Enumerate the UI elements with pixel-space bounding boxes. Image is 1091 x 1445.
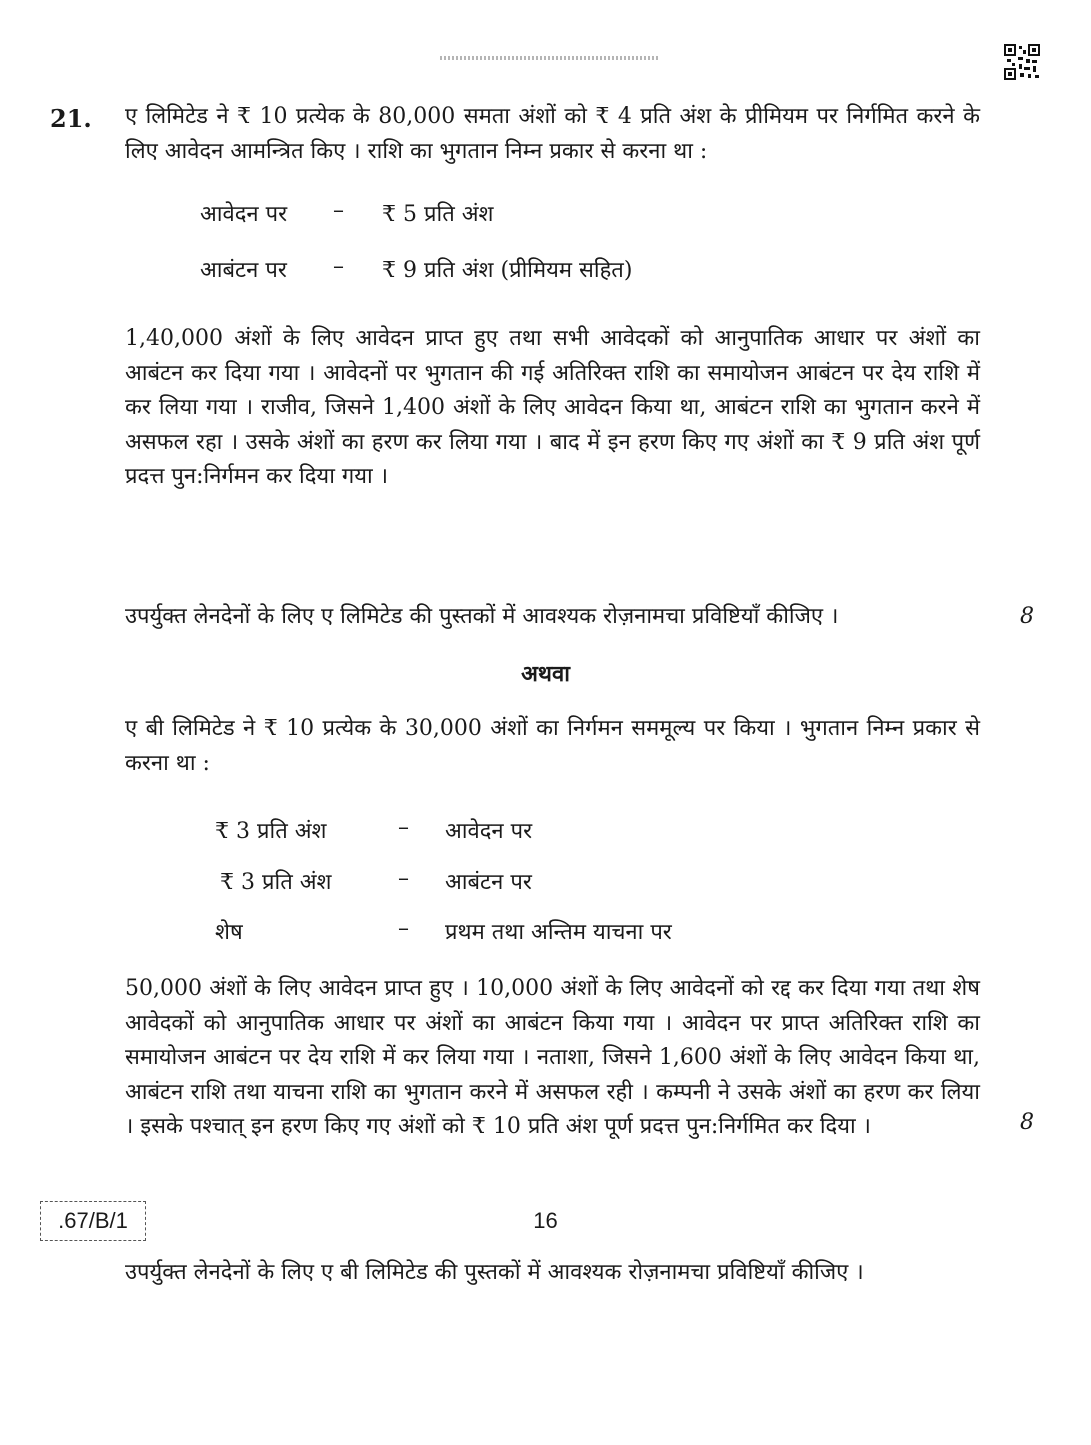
alt-instruction: उपर्युक्त लेनदेनों के लिए ए बी लिमिटेड की पुस्तकों में आवश्यक रोज़नामचा प्रविष्टियाँ कीजिए । <box>125 1260 864 1285</box>
payment-amount: ₹ 9 प्रति अंश (प्रीमियम सहित) <box>382 258 633 283</box>
question-instruction: उपर्युक्त लेनदेनों के लिए ए लिमिटेड की पुस्तकों में आवश्यक रोज़नामचा प्रविष्टियाँ कीजिए । <box>125 604 839 629</box>
payment-dash: – <box>333 198 344 223</box>
question-intro: ए लिमिटेड ने ₹ 10 प्रत्येक के 80,000 समता अंशों को ₹ 4 प्रति अंश के प्रीमियम पर निर्गमित करने के लिए आवेदन आमन्त्रित किए । राशि का भुगतान निम्न प्रकार से करना था : <box>125 104 980 164</box>
alt-payment-dash: – <box>398 916 409 941</box>
alt-payment-amount: ₹ 3 प्रति अंश <box>220 870 332 895</box>
page-number: 16 <box>533 1208 558 1233</box>
payment-dash: – <box>333 254 344 279</box>
question-details: 1,40,000 अंशों के लिए आवेदन प्राप्त हुए तथा सभी आवेदकों को आनुपातिक आधार पर अंशों का आबंटन कर दिया गया । आवेदनों पर भुगतान की गई अतिरिक्त राशि का समायोजन आबंटन पर देय राशि में कर लिया गया । राजीव, जिसने 1,400 अंशों के लिए आवेदन किया था, आबंटन राशि का भुगतान करने में असफल रहा । उसके अंशों का हरण कर लिया गया । बाद में इन हरण किए गए अंशों का ₹ 9 प्रति अंश पूर्ण प्रदत्त पुन:निर्गमन कर दिया गया । <box>125 326 980 489</box>
alt-marks: 8 <box>1020 1110 1034 1135</box>
paper-code-box: .67/B/1 <box>40 1201 146 1241</box>
alt-details: 50,000 अंशों के लिए आवेदन प्राप्त हुए । 10,000 अंशों के लिए आवेदनों को रद्द कर दिया गया तथा शेष आवेदकों को आनुपातिक आधार पर अंशों का आबंटन किया गया । आवेदन पर प्राप्त अतिरिक्त राशि का समायोजन आबंटन पर देय राशि में कर लिया गया । नताशा, जिसने 1,600 अंशों के लिए आवेदन किया था, आबंटन राशि तथा याचना राशि का भुगतान करने में असफल रही । कम्पनी ने उसके अंशों का हरण कर लिया । इसके पश्चात् इन हरण किए गए अंशों को ₹ 10 प्रति अंश पूर्ण प्रदत्त पुन:निर्गमित कर दिया । <box>125 976 980 1139</box>
alt-payment-label: आवेदन पर <box>445 819 533 844</box>
alt-intro: ए बी लिमिटेड ने ₹ 10 प्रत्येक के 30,000 अंशों का निर्गमन सममूल्य पर किया । भुगतान निम्न प्रकार से करना था : <box>125 716 980 776</box>
header-barcode-strip <box>440 56 660 60</box>
question-marks: 8 <box>1020 604 1034 629</box>
alt-payment-amount: शेष <box>215 920 243 945</box>
alt-payment-dash: – <box>398 815 409 840</box>
qr-code-icon <box>1004 44 1040 80</box>
question-number: 21. <box>50 104 92 133</box>
alt-payment-label: प्रथम तथा अन्तिम याचना पर <box>445 920 672 945</box>
payment-label: आबंटन पर <box>200 258 287 283</box>
alt-payment-dash: – <box>398 866 409 891</box>
alt-payment-label: आबंटन पर <box>445 870 532 895</box>
payment-amount: ₹ 5 प्रति अंश <box>382 202 494 227</box>
alt-payment-amount: ₹ 3 प्रति अंश <box>215 819 327 844</box>
payment-label: आवेदन पर <box>200 202 288 227</box>
or-heading: अथवा <box>521 661 570 687</box>
